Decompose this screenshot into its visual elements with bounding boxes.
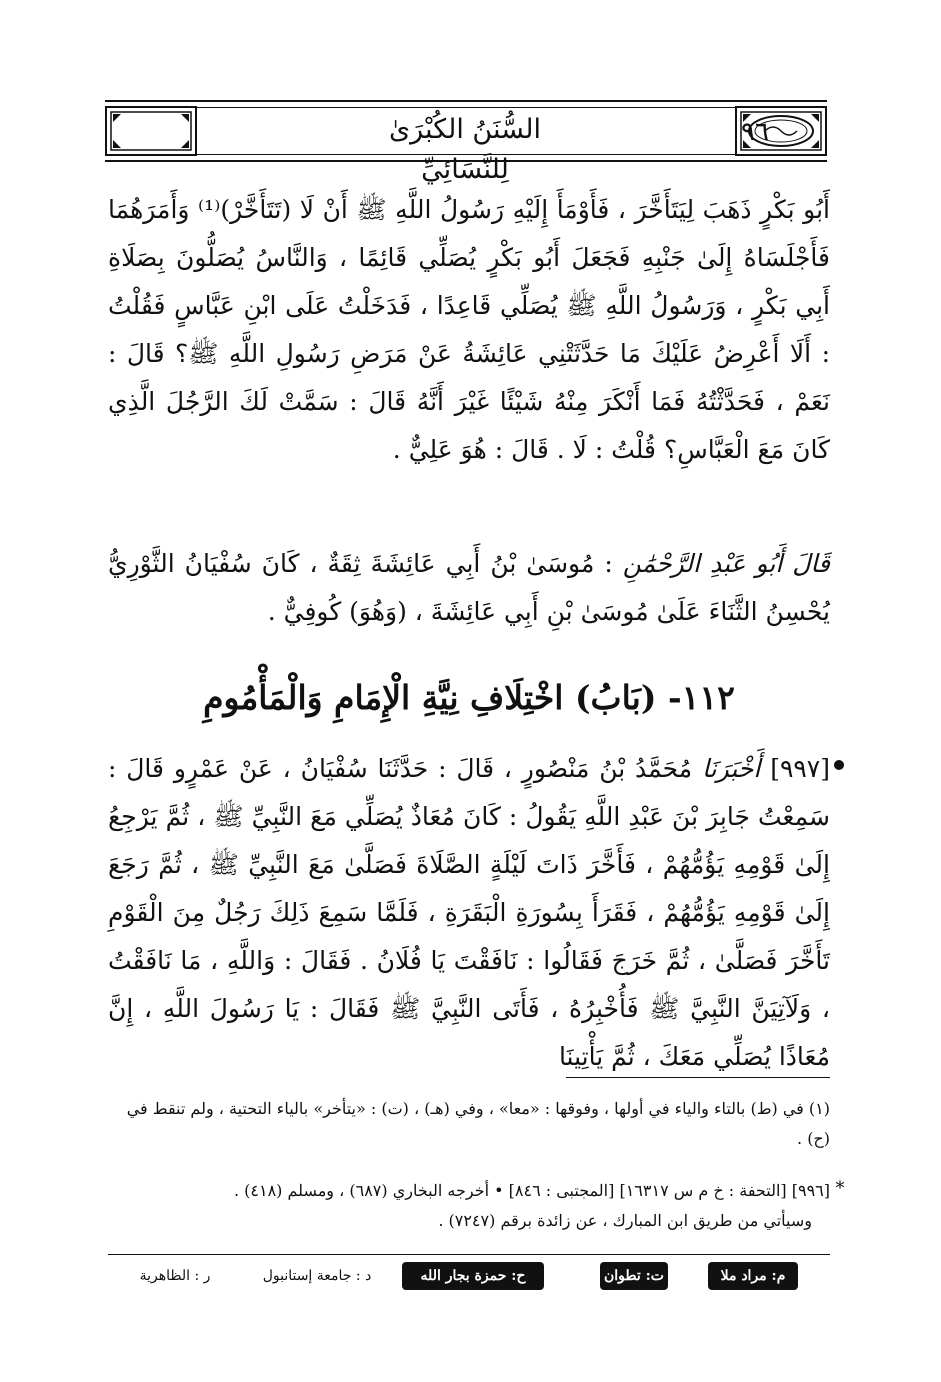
sigla-separator [108, 1254, 830, 1255]
siglum-t: ت: تطوان [600, 1262, 668, 1290]
page-number-frame-ornament [105, 106, 197, 156]
footnote-2 [108, 1176, 830, 1236]
speaker-attribution: قَالَ أَبُو عَبْدِ الرَّحْمَٰنِ [622, 549, 830, 578]
siglum-d: د : جامعة إستانبول [262, 1268, 372, 1284]
transmission-word: أَخْبَرَنَا [702, 754, 761, 783]
paragraph-1: أَبُو بَكْرٍ ذَهَبَ لِيَتَأَخَّرَ ، فَأَوْمَأَ إِلَيْهِ رَسُولُ اللَّهِ ﷺ أَنْ لَا (تَتَأَخَّرْ)⁽¹⁾ وَأَمَرَهُمَا فَأَجْلَسَاهُ إِلَىٰ جَنْبِهِ فَجَعَلَ أَبُو بَكْرٍ يُصَلِّي قَائِمًا ، وَالنَّاسُ يُصَلُّونَ بِصَلَاةِ أَبِي بَكْرٍ ، وَرَسُولُ اللَّهِ ﷺ يُصَلِّي قَاعِدًا ، فَدَخَلْتُ عَلَى ابْنِ عَبَّاسٍ فَقُلْتُ : أَلَا أَعْرِضُ عَلَيْكَ مَا حَدَّثَتْنِي عَائِشَةُ عَنْ مَرَضِ رَسُولِ اللَّهِ ﷺ؟ قَالَ : نَعَمْ ، فَحَدَّثْتُهُ فَمَا أَنْكَرَ مِنْهُ شَيْئًا غَيْرَ أَنَّهُ قَالَ : سَمَّتْ لَكَ الرَّجُلَ الَّذِي كَانَ مَعَ الْعَبَّاسِ؟ قُلْتُ : لَا . قَالَ : هُوَ عَلِيٌّ . [108, 195, 830, 464]
paragraph-3-text: مُحَمَّدُ بْنُ مَنْصُورٍ ، قَالَ : حَدَّثَنَا سُفْيَانُ ، عَنْ عَمْرٍو قَالَ : سَمِعْتُ جَابِرَ بْنَ عَبْدِ اللَّهِ يَقُولُ : كَانَ مُعَاذٌ يُصَلِّي مَعَ النَّبِيِّ ﷺ ، ثُمَّ يَرْجِعُ إِلَىٰ قَوْمِهِ يَؤُمُّهُمْ ، فَأَخَّرَ ذَاتَ لَيْلَةٍ الصَّلَاةَ فَصَلَّىٰ مَعَ النَّبِيِّ ﷺ ، ثُمَّ رَجَعَ إِلَىٰ قَوْمِهِ يَؤُمُّهُمْ ، فَقَرَأَ بِسُورَةِ الْبَقَرَةِ ، فَلَمَّا سَمِعَ ذَلِكَ رَجُلٌ مِنَ الْقَوْمِ تَأَخَّرَ فَصَلَّىٰ ، ثُمَّ خَرَجَ فَقَالُوا : نَافَقْتَ يَا فُلَانُ . فَقَالَ : وَاللَّهِ ، مَا نَافَقْتُ ، وَلَآتِيَنَّ النَّبِيَّ ﷺ فَأُخْبِرُهُ ، فَأَتَى النَّبِيَّ ﷺ فَقَالَ : يَا رَسُولَ اللَّهِ ، إِنَّ مُعَاذًا يُصَلِّي مَعَكَ ، ثُمَّ يَأْتِينَا [108, 754, 830, 1071]
asterisk-icon: * [835, 1178, 845, 1199]
chapter-heading: ١١٢- (بَابُ) اخْتِلَافِ نِيَّةِ الْإِمَامِ وَالْمَأْمُومِ [203, 678, 735, 717]
footnote-2-line-2: وسيأتي من طريق ابن المبارك ، عن زائدة برقم (٧٢٤٧) . [438, 1211, 812, 1230]
siglum-h: ح: حمزة بجار الله [402, 1262, 544, 1290]
bullet-dot-icon [834, 760, 844, 770]
footnote-1: (١) في (ط) بالتاء والياء في أولها ، وفوقها : «معا» ، وفي (هـ) ، (ت) : «يتأخر» بالياء التحتية ، ولم تنقط في (ح) . [126, 1099, 830, 1148]
siglum-r: ر : الظاهرية [139, 1268, 211, 1284]
page-number: ٩٦ [741, 117, 769, 147]
book-title: السُّنَنُ الكُبْرَىٰ لِلنَّسَائِيِّ [389, 114, 541, 185]
footnote-separator [566, 1077, 830, 1078]
siglum-m: م: مراد ملا [708, 1262, 798, 1290]
paragraph-2-text: : مُوسَىٰ بْنُ أَبِي عَائِشَةَ ثِقَةٌ ، كَانَ سُفْيَانُ الثَّوْرِيُّ يُحْسِنُ الثَّنَاءَ عَلَىٰ مُوسَىٰ بْنِ أَبِي عَائِشَةَ ، (وَهُوَ) كُوفِيٌّ . [108, 549, 830, 626]
paragraph-3 [108, 745, 830, 1081]
hadith-number: [٩٩٧] [770, 754, 831, 783]
paragraph-2 [108, 540, 830, 636]
footnote-2-line-1: [٩٩٦] [التحفة : خ م س ١٦٣١٧] [المجتبى : ٨٤٦] • أخرجه البخاري (٦٨٧) ، ومسلم (٤١٨) . [233, 1181, 830, 1200]
